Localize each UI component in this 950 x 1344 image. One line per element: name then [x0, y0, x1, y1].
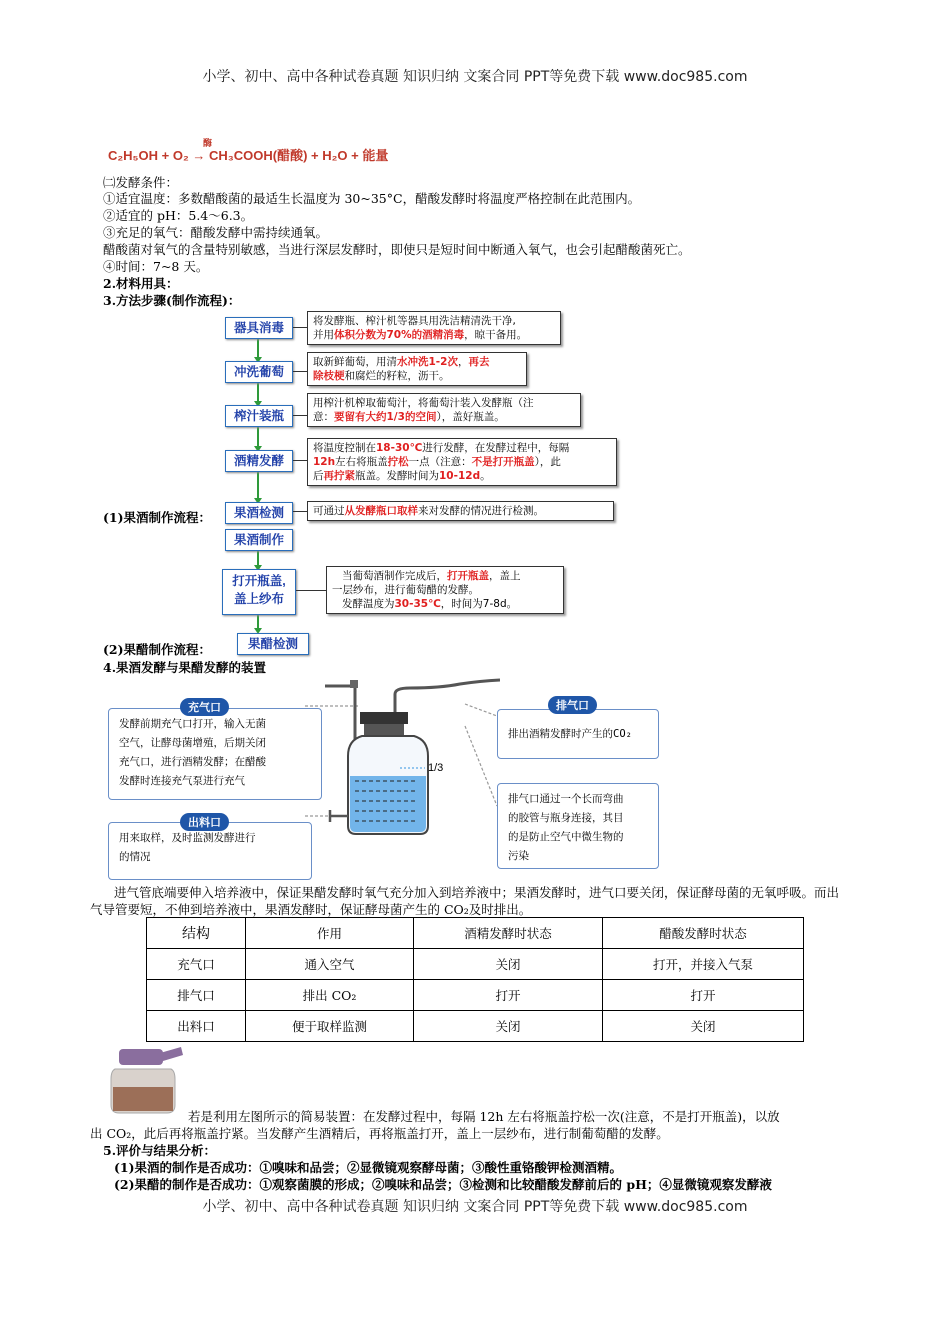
- desc-text: 一层纱布，进行葡萄醋的发酵。: [332, 584, 479, 596]
- desc-highlight: 18-30℃: [376, 442, 423, 454]
- connector: [293, 511, 307, 512]
- equation-lhs: C₂H₅OH + O₂: [108, 148, 189, 163]
- eval-item-1: (1)果酒的制作是否成功：①嗅味和品尝；②显微镜观察酵母菌；③酸性重铬酸钾检测酒精。: [114, 1160, 623, 1175]
- equation-arrow: →: [192, 148, 206, 163]
- desc-text: 左右将瓶盖: [335, 456, 388, 468]
- desc-highlight: 10-12d: [439, 470, 481, 482]
- table-row: [147, 949, 804, 980]
- connector: [293, 460, 307, 461]
- bottle-liquid: [350, 776, 426, 832]
- desc-text: 进行发酵，在发酵过程中，每隔: [422, 442, 570, 454]
- inlet-text: 空气，让酵母菌增殖，后期关闭: [119, 737, 266, 749]
- simple-jar-illustration: [105, 1043, 187, 1115]
- desc-fermentation: [307, 438, 617, 486]
- desc-line: [313, 369, 521, 383]
- step-sterilize: 器具消毒: [225, 317, 293, 339]
- paragraph-inlet-outlet: 进气管底端要伸入培养液中，保证果醋发酵时氧气充分加入到培养液中；果酒发酵时，进气口要关闭，保证酵母菌的无氧呼吸。而出气导管要短，不伸到培养液中，果酒发酵时，保证酵母菌产生的 CO₂及时排出。: [90, 885, 840, 917]
- table-header: 作用: [246, 918, 414, 949]
- desc-text: ），盖好瓶盖。: [436, 411, 505, 423]
- desc-highlight: 30-35℃: [394, 598, 441, 610]
- exhaust-box: [497, 709, 659, 759]
- paragraph-simple-device-line1: 若是利用左图所示的简易装置：在发酵过程中，每隔 12h 左右将瓶盖拧松一次(注意，不是打开瓶盖)，以放: [188, 1109, 780, 1124]
- desc-highlight: 从发酵瓶口取样: [344, 505, 418, 517]
- tube-text: 排气口通过一个长而弯曲: [508, 793, 624, 805]
- inlet-label: 充气口: [180, 698, 229, 716]
- exhaust-leader-line: [465, 704, 497, 716]
- desc-text: 。: [480, 470, 491, 482]
- jar-lid: [119, 1049, 163, 1065]
- table-cell: 打开: [414, 980, 603, 1011]
- table-row: [147, 1011, 804, 1042]
- desc-highlight: 再去: [468, 356, 490, 368]
- desc-text: ，晾干备用。: [464, 329, 528, 341]
- table-cell: 关闭: [414, 949, 603, 980]
- vinegar-flow-label: (2)果醋制作流程：: [103, 642, 212, 657]
- materials-title: 2.材料用具：: [103, 276, 179, 291]
- desc-line: [313, 441, 611, 455]
- desc-highlight: 12h: [313, 456, 336, 468]
- desc-text: 一点（注意：: [408, 456, 472, 468]
- exhaust-label: 排气口: [548, 696, 597, 714]
- fraction-label: 1/3: [428, 762, 444, 774]
- desc-text: 将温度控制在: [313, 442, 376, 454]
- step-wine-check: 果酒检测: [225, 502, 293, 524]
- table-cell: 排出 CO₂: [246, 980, 414, 1011]
- desc-text: 瓶盖。发酵时间为: [355, 470, 439, 482]
- desc-highlight: 体积分数为70%的酒精消毒: [334, 329, 465, 341]
- connector: [296, 590, 326, 591]
- condition-1: ①适宜温度：多数醋酸菌的最适生长温度为 30~35°C，醋酸发酵时将温度严格控制在此范围内。: [103, 191, 641, 206]
- connector: [293, 415, 307, 416]
- exhaust-text: 排出酒精发酵时产生的CO₂: [508, 728, 632, 740]
- condition-4: ④时间：7~8 天。: [103, 259, 209, 274]
- step-alcohol-fermentation: 酒精发酵: [225, 450, 293, 472]
- connector: [293, 371, 307, 372]
- table-cell: 出料口: [147, 1011, 246, 1042]
- inlet-text: 发酵时连接充气泵进行充气: [119, 775, 245, 787]
- desc-text: 后: [313, 470, 324, 482]
- desc-text: 并用: [313, 329, 334, 341]
- desc-line: [332, 569, 558, 583]
- step-wine-making: 果酒制作: [225, 529, 293, 551]
- desc-highlight: 水冲洗1-2次: [397, 356, 458, 368]
- outlet-label: 出料口: [180, 813, 229, 831]
- desc-line: [313, 328, 555, 342]
- step-wash-grapes: 冲洗葡萄: [225, 361, 293, 383]
- desc-text: 和腐烂的籽粒，沥干。: [344, 370, 450, 382]
- desc-line: [332, 597, 558, 611]
- desc-vinegar: [326, 566, 564, 614]
- table-cell: 打开，并接入气泵: [603, 949, 804, 980]
- jar-handle: [160, 1047, 183, 1061]
- desc-text: ，: [457, 356, 469, 368]
- outlet-text: 的情况: [119, 851, 151, 863]
- structure-table: [146, 917, 804, 1042]
- outlet-tube: [330, 810, 348, 822]
- inlet-box: [108, 708, 322, 800]
- desc-text: 来对发酵的情况进行检测。: [418, 505, 544, 517]
- step-juice-bottle: 榨汁装瓶: [225, 405, 293, 427]
- tube-text: 的是防止空气中微生物的: [508, 831, 624, 843]
- desc-line: [313, 355, 521, 369]
- desc-highlight: 打开瓶盖: [447, 570, 489, 582]
- condition-3-note: 醋酸菌对氧气的含量特别敏感，当进行深层发酵时，即使只是短时间中断通入氧气，也会引起醋酸菌死亡。: [103, 242, 691, 257]
- conditions-title: ㈡发酵条件：: [103, 175, 179, 190]
- inlet-text: 发酵前期充气口打开，输入无菌: [119, 718, 266, 730]
- desc-line: [313, 469, 611, 483]
- method-title: 3.方法步骤(制作流程)：: [103, 293, 241, 308]
- table-row: [147, 980, 804, 1011]
- tube-text: 污染: [508, 850, 529, 862]
- table-cell: 关闭: [414, 1011, 603, 1042]
- step-open-lid: [222, 569, 296, 615]
- table-cell: 打开: [603, 980, 804, 1011]
- reaction-equation: [108, 138, 389, 164]
- desc-text: ），此: [534, 456, 561, 468]
- desc-text: 可通过: [313, 505, 345, 517]
- jar-content: [113, 1087, 173, 1111]
- equation-enzyme: 酶: [203, 138, 213, 148]
- step-open-lid-line1: 打开瓶盖,: [232, 574, 286, 588]
- desc-text: ，时间为7-8d。: [440, 598, 518, 610]
- desc-line: [313, 455, 611, 469]
- inlet-valve: [350, 680, 358, 688]
- bottle-stopper: [364, 724, 404, 736]
- eval-item-2: (2)果醋的制作是否成功：①观察菌膜的形成；②嗅味和品尝；③检测和比较醋酸发酵前后的 pH；④显微镜观察发酵液: [114, 1177, 772, 1192]
- page-footer: 小学、初中、高中各种试卷真题 知识归纳 文案合同 PPT等免费下载 www.doc985.com: [202, 1199, 748, 1215]
- table-cell: 关闭: [603, 1011, 804, 1042]
- desc-check: [307, 501, 614, 521]
- tube-box: [497, 783, 659, 869]
- desc-highlight: 拧松: [387, 456, 409, 468]
- condition-2: ②适宜的 pH：5.4～6.3。: [103, 208, 254, 223]
- desc-text: 意：: [313, 411, 334, 423]
- desc-text: ，盖上: [489, 570, 521, 582]
- table-header-row: [147, 918, 804, 949]
- desc-sterilize: [307, 311, 561, 345]
- tube-text: 的胶管与瓶身连接，其目: [508, 812, 624, 824]
- bottle-lid: [360, 712, 408, 724]
- table-cell: 充气口: [147, 949, 246, 980]
- table-cell: 排气口: [147, 980, 246, 1011]
- desc-text: 用榨汁机榨取葡萄汁，将葡萄汁装入发酵瓶（注: [313, 397, 534, 409]
- desc-highlight: 再拧紧: [323, 470, 355, 482]
- connector: [293, 327, 307, 328]
- step-open-lid-line2: 盖上纱布: [233, 592, 284, 606]
- desc-highlight: 除枝梗: [313, 370, 345, 382]
- desc-highlight: 不是打开瓶盖: [471, 456, 535, 468]
- table-header: 醋酸发酵时状态: [603, 918, 804, 949]
- desc-wash: [307, 352, 527, 386]
- desc-text: 将发酵瓶、榨汁机等器具用洗洁精清洗干净,: [313, 315, 516, 327]
- inlet-text: 充气口，进行酒精发酵；在醋酸: [119, 756, 266, 768]
- tube-leader-line: [465, 726, 497, 806]
- desc-text: 当葡萄酒制作完成后，: [342, 570, 447, 582]
- fermentation-bottle-illustration: [300, 676, 500, 876]
- table-cell: 通入空气: [246, 949, 414, 980]
- paragraph-simple-device-line2: 出 CO₂，此后再将瓶盖拧紧。当发酵产生酒精后，再将瓶盖打开，盖上一层纱布，进行制葡萄醋的发酵。: [90, 1126, 669, 1141]
- desc-highlight: 要留有大约1/3的空间: [334, 411, 437, 423]
- outlet-text: 用来取样，及时监测发酵进行: [119, 832, 256, 844]
- table-cell: 便于取样监测: [246, 1011, 414, 1042]
- desc-line: [313, 410, 575, 424]
- wine-flow-label: (1)果酒制作流程：: [103, 510, 212, 525]
- step-vinegar-check: 果醋检测: [237, 633, 309, 655]
- desc-text: 发酵温度为: [342, 598, 395, 610]
- device-title: 4.果酒发酵与果醋发酵的装置: [103, 660, 267, 675]
- table-header: 酒精发酵时状态: [414, 918, 603, 949]
- page-header: 小学、初中、高中各种试卷真题 知识归纳 文案合同 PPT等免费下载 www.doc985.com: [202, 69, 748, 85]
- condition-3: ③充足的氧气：醋酸发酵中需持续通氧。: [103, 225, 329, 240]
- desc-text: 取新鲜葡萄，用清: [313, 356, 397, 368]
- table-header: 结构: [147, 918, 246, 949]
- desc-juice: [307, 393, 581, 427]
- eval-title: 5.评价与结果分析：: [103, 1143, 217, 1158]
- equation-rhs: CH₃COOH(醋酸) + H₂O + 能量: [208, 148, 389, 163]
